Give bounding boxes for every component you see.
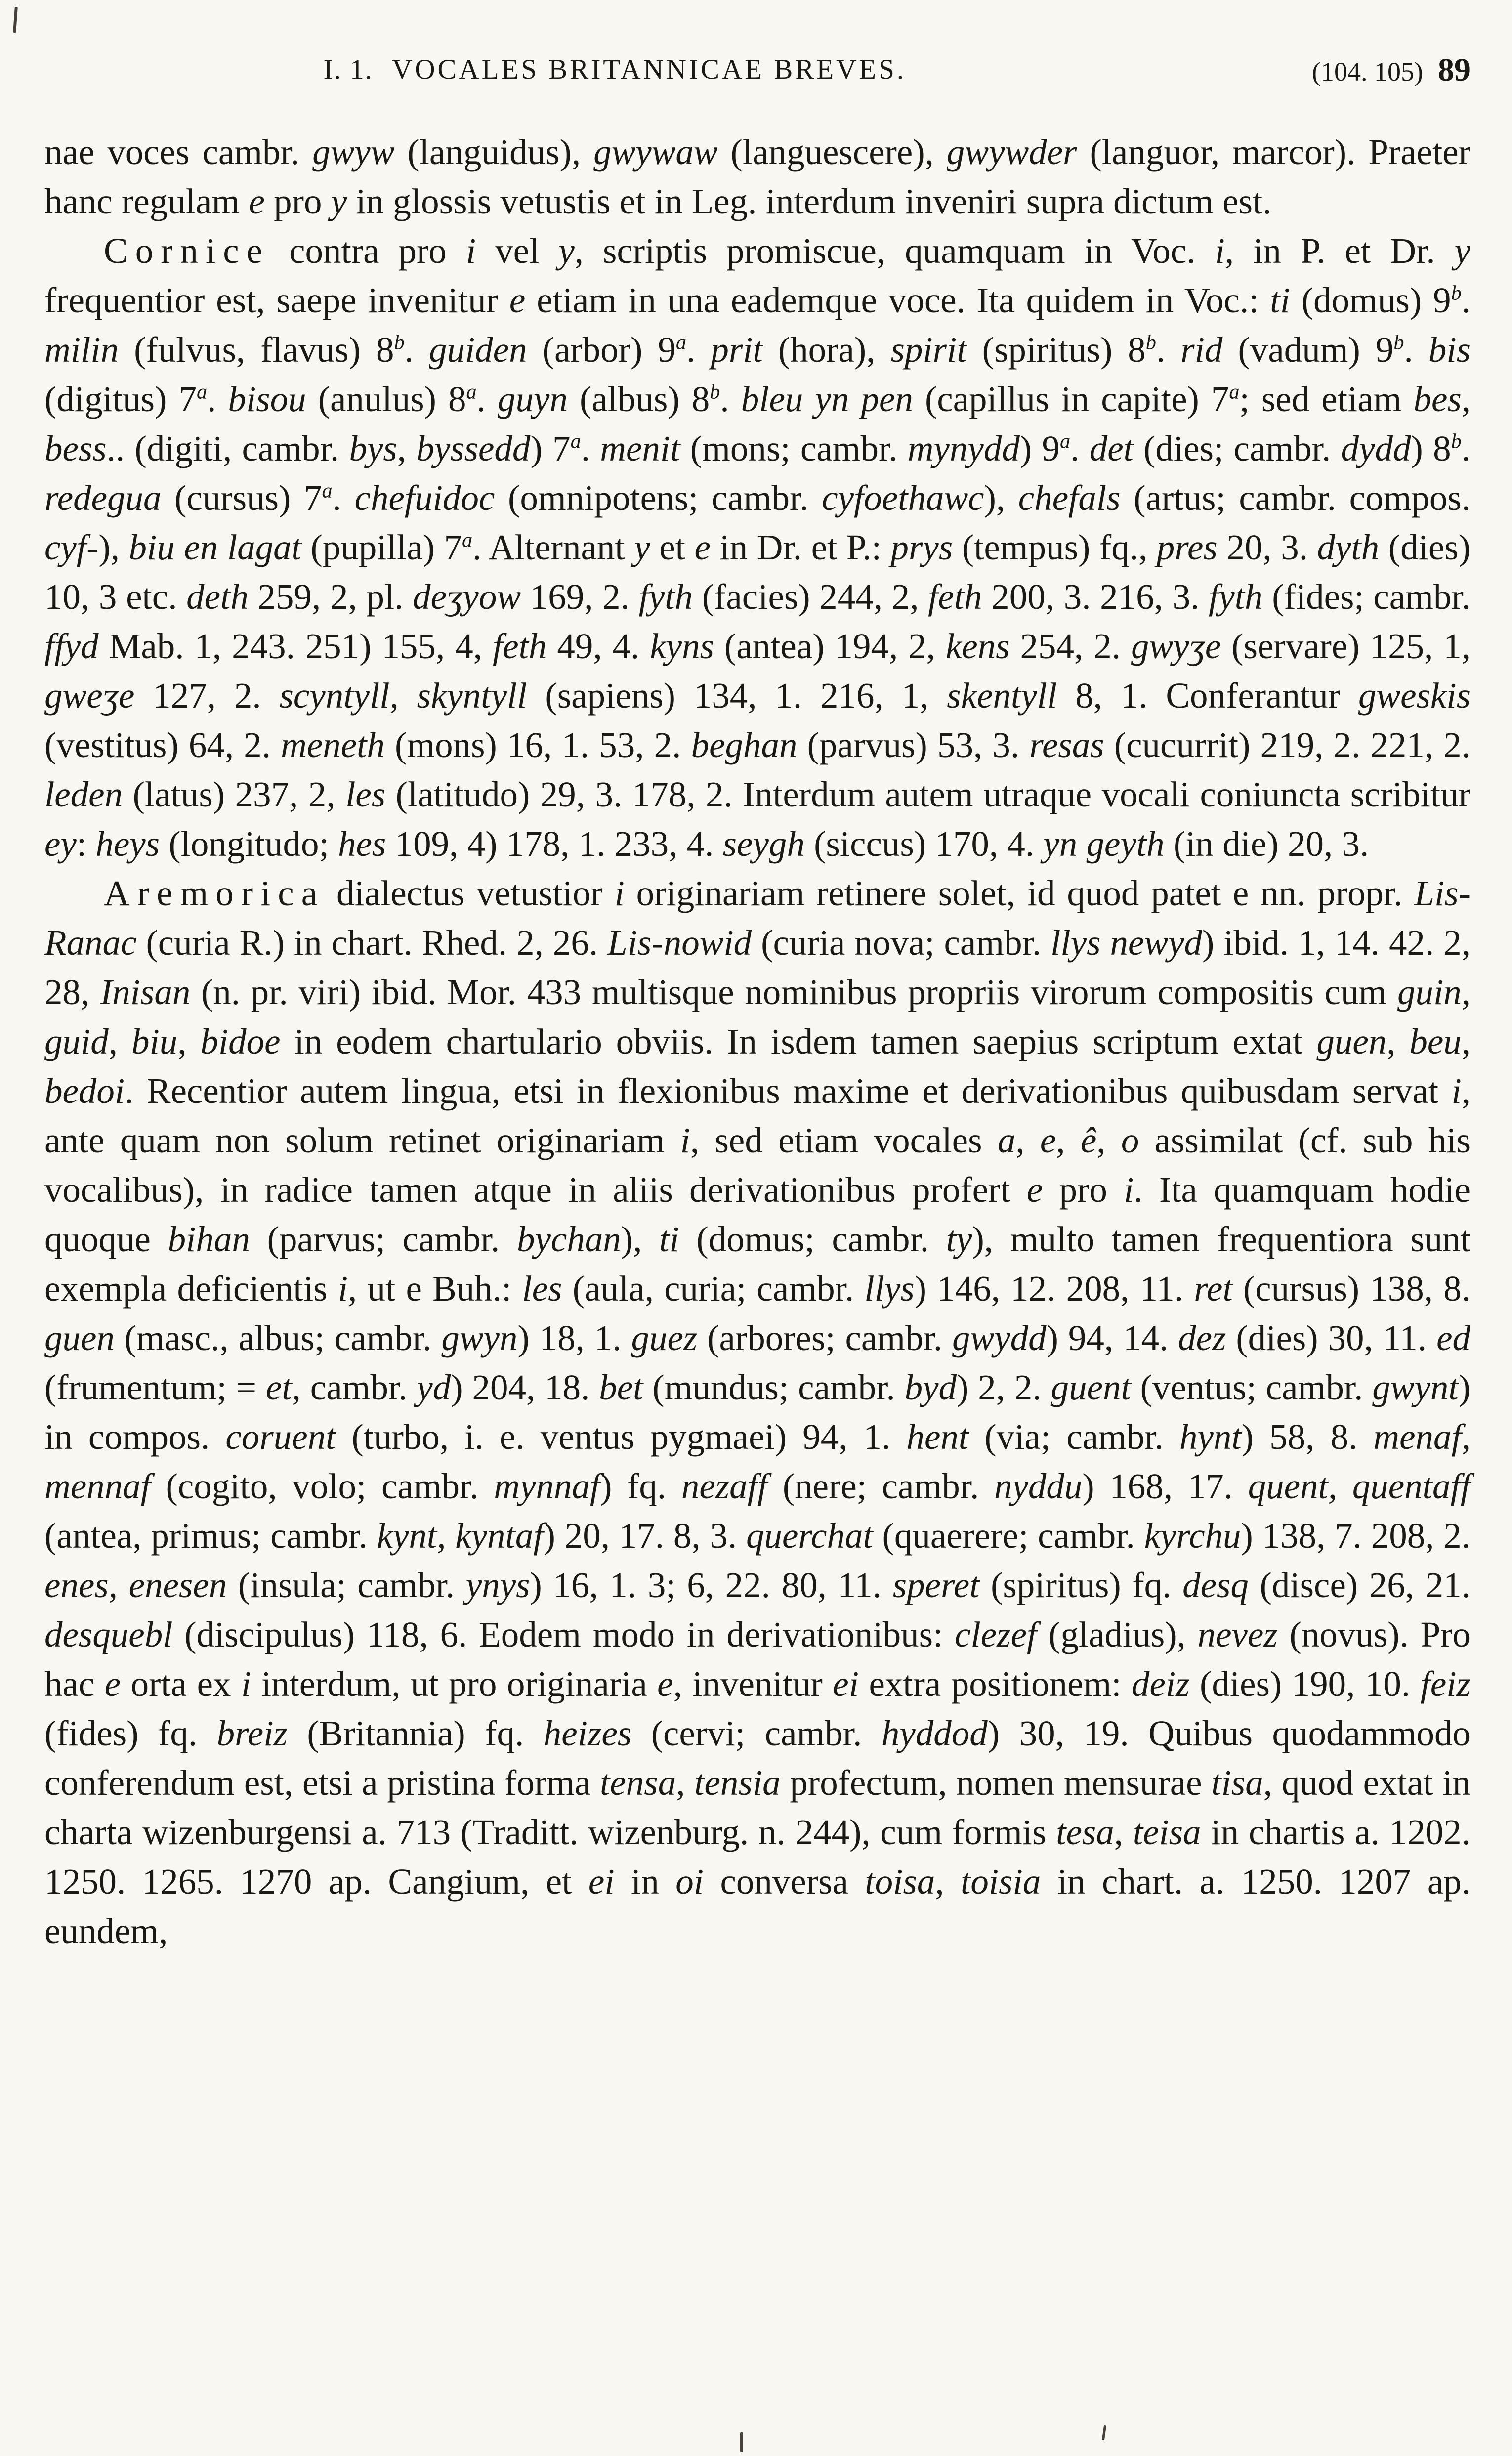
paragraph-aremorica: Aremorica dialectus vetustior i originariam retinere solet, id quod patet e nn. propr. Lis-Ranac (curia R.) in chart. Rhed. 2, 26. Lis-nowid (curia nova; cambr. llys newyd) ibid. 1, 14. 42. 2, 28, Inisan (n. pr. viri) ibid. Mor. 433 multisque nominibus propriis virorum compositis cum guin, guid, biu, bidoe in eodem chartulario obviis. In isdem tamen saepius scriptum extat guen, beu, bedoi. Recentior autem lingua, etsi in flexionibus maxime et derivationibus quibusdam servat i, ante quam non solum retinet originariam i, sed etiam vocales a, e, ê, o assimilat (cf. sub his vocalibus), in radice tamen atque in aliis derivationibus profert e pro i. Ita quamquam hodie quoque bihan (parvus; cambr. bychan), ti (domus; cambr. ty), multo tamen frequentiora sunt exempla deficientis i, ut e Buh.: les (aula, curia; cambr. llys) 146, 12. 208, 11. ret (cursus) 138, 8. guen (masc., albus; cambr. gwyn) 18, 1. guez (arbores; cambr. gwydd) 94, 14. dez (dies) 30, 11. ed (frumentum; = et, cambr. yd) 204, 18. bet (mundus; cambr. byd) 2, 2. guent (ventus; cambr. gwynt) in compos. coruent (turbo, i. e. ventus pygmaei) 94, 1. hent (via; cambr. hynt) 58, 8. menaf, mennaf (cogito, volo; cambr. mynnaf) fq. nezaff (nere; cambr. nyddu) 168, 17. quent, quentaff (antea, primus; cambr. kynt, kyntaf) 20, 17. 8, 3. querchat (quaerere; cambr. kyrchu) 138, 7. 208, 2. enes, enesen (insula; cambr. ynys) 16, 1. 3; 6, 22. 80, 11. speret (spiritus) fq. desq (disce) 26, 21. desquebl (discipulus) 118, 6. Eodem modo in derivationibus: clezef (gladius), nevez (novus). Pro hac e orta ex i interdum, ut pro originaria e, invenitur ei extra positionem: deiz (dies) 190, 10. feiz (fides) fq. breiz (Britannia) fq. heizes (cervi; cambr. hyddod) 30, 19. Quibus quodammodo conferendum est, etsi a pristina forma tensa, tensia profectum, nomen mensurae tisa, quod extat in charta wizenburgensi a. 713 (Traditt. wizenburg. n. 244), cum formis tesa, teisa in chartis a. 1202. 1250. 1265. 1270 ap. Cangium, et ei in oi conversa toisa, toisia in chart. a. 1250. 1207 ap. eundem,	[44, 873, 1471, 1951]
column-reference: (104. 105)	[1312, 57, 1423, 86]
page-header	[44, 53, 1470, 100]
paragraph-continuation: nae voces cambr. gwyw (languidus), gwywaw (languescere), gwywder (languor, marcor). Praeter hanc regulam e pro y in glossis vetustis et in Leg. interdum inveniri supra dictum est.	[44, 132, 1470, 221]
running-header	[324, 53, 906, 85]
paragraph-cornice: Cornice contra pro i vel y, scriptis promiscue, quamquam in Voc. i, in P. et Dr. y frequentior est, saepe invenitur e etiam in una eademque voce. Ita quidem in Voc.: ti (domus) 9$^b$. milin (fulvus, flavus) 8$^b$. guiden (arbor) 9$^a$. prit (hora), spirit (spiritus) 8$^b$. rid (vadum) 9$^b$. bis (digitus) 7$^a$. bisou (anulus) 8$^a$. guyn (albus) 8$^b$. bleu yn pen (capillus in capite) 7$^a$; sed etiam bes, bess.. (digiti, cambr. bys, byssedd) 7$^a$. menit (mons; cambr. mynydd) 9$^a$. det (dies; cambr. dydd) 8$^b$. redegua (cursus) 7$^a$. chefuidoc (omnipotens; cambr. cyfoethawc), chefals (artus; cambr. compos. cyf-), biu en lagat (pupilla) 7$^a$. Alternant y et e in Dr. et P.: prys (tempus) fq., pres 20, 3. dyth (dies) 10, 3 etc. deth 259, 2, pl. deʒyow 169, 2. fyth (facies) 244, 2, feth 200, 3. 216, 3. fyth (fides; cambr. ffyd Mab. 1, 243. 251) 155, 4, feth 49, 4. kyns (antea) 194, 2, kens 254, 2. gwyʒe (servare) 125, 1, gweʒe 127, 2. scyntyll, skyntyll (sapiens) 134, 1. 216, 1, skentyll 8, 1. Conferantur gweskis (vestitus) 64, 2. meneth (mons) 16, 1. 53, 2. beghan (parvus) 53, 3. resas (cucurrit) 219, 2. 221, 2. leden (latus) 237, 2, les (latitudo) 29, 3. 178, 2. Interdum autem utraque vocali coniuncta scribitur ey: heys (longitudo; hes 109, 4) 178, 1. 233, 4. seygh (siccus) 170, 4. yn geyth (in die) 20, 3.	[44, 231, 1471, 864]
running-title: VOCALES BRITANNICAE BREVES.	[392, 54, 907, 85]
section-number: I. 1.	[323, 54, 373, 85]
page-number: 89	[1438, 52, 1470, 88]
scan-artifact-bottom-center	[740, 2432, 743, 2452]
page-body	[44, 127, 1470, 1956]
header-pagination	[1312, 51, 1470, 89]
